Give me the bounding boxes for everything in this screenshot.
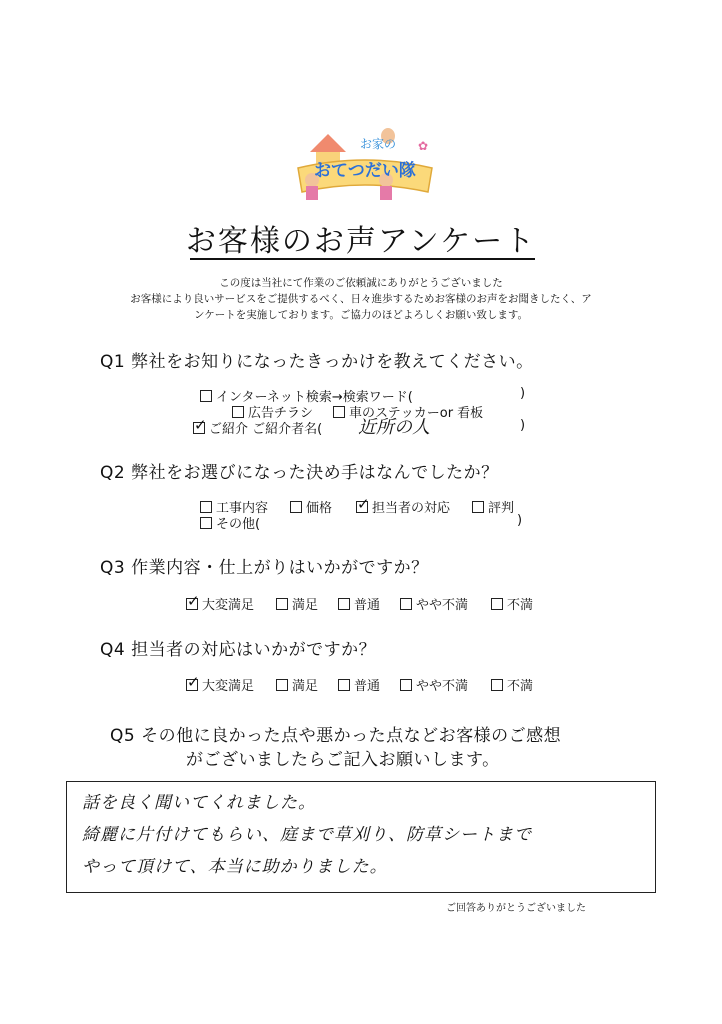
comment-line-1: 話を良く聞いてくれました。	[82, 793, 316, 813]
q3-option-2[interactable]: 普通	[338, 594, 380, 613]
q2-option-price[interactable]: 価格	[290, 497, 332, 516]
checkbox-flyer[interactable]	[232, 406, 244, 418]
q1-option-referral[interactable]: ✓ご紹介 ご紹介者名(	[193, 418, 322, 437]
q2-option-staff[interactable]: ✓ 担当者の対応	[356, 497, 450, 516]
svg-text:お家の: お家の	[360, 137, 397, 151]
q1-question: Q1 弊社をお知りになったきっかけを教えてください。	[100, 352, 534, 372]
checkbox-staff-checked[interactable]	[356, 501, 368, 513]
checkbox-q3-satisfied[interactable]	[276, 598, 288, 610]
checkbox-q3-somewhat-dissatisfied[interactable]	[400, 598, 412, 610]
checkbox-q3-dissatisfied[interactable]	[491, 598, 503, 610]
q2-option-reputation[interactable]: 評判	[472, 497, 514, 516]
title-underline	[190, 258, 535, 260]
thanks-footer: ご回答ありがとうございました	[446, 903, 586, 914]
q1-referral-close: )	[520, 418, 526, 433]
checkbox-referral-checked[interactable]	[193, 422, 205, 434]
q1-option-flyer[interactable]: 広告チラシ	[232, 402, 313, 421]
checkbox-internet[interactable]	[200, 390, 212, 402]
checkbox-q4-very-satisfied-checked[interactable]	[186, 679, 198, 691]
q3-option-4[interactable]: 不満	[491, 594, 533, 613]
svg-text:おてつだい隊: おてつだい隊	[314, 161, 416, 181]
checkbox-q3-very-satisfied-checked[interactable]	[186, 598, 198, 610]
q2-question: Q2 弊社をお選びになった決め手はなんでしたか？	[100, 463, 499, 483]
q5-question-line-1: Q5 その他に良かった点や悪かった点などお客様のご感想	[110, 726, 562, 746]
intro-line-1: この度は当社にて作業のご依頼誠にありがとうございました	[219, 277, 503, 289]
q3-question: Q3 作業内容・仕上がりはいかがですか？	[100, 558, 429, 578]
referral-name-handwritten: 近所の人	[358, 417, 430, 438]
checkbox-work[interactable]	[200, 501, 212, 513]
checkbox-q3-normal[interactable]	[338, 598, 350, 610]
checkbox-q4-dissatisfied[interactable]	[491, 679, 503, 691]
company-logo	[290, 122, 440, 202]
comment-line-3: やって頂けて、本当に助かりました。	[82, 857, 388, 877]
q3-option-3[interactable]: やや不満	[400, 594, 468, 613]
page-title: お客様のお声アンケート	[185, 224, 537, 259]
q2-option-work[interactable]: 工事内容	[200, 497, 268, 516]
q4-option-4[interactable]: 不満	[491, 675, 533, 694]
q1-option-internet[interactable]: インターネット検索→検索ワード(	[200, 386, 413, 405]
q3-option-1[interactable]: 満足	[276, 594, 318, 613]
q3-option-0[interactable]: ✓大変満足	[186, 594, 254, 613]
checkbox-reputation[interactable]	[472, 501, 484, 513]
checkbox-sticker[interactable]	[333, 406, 345, 418]
q1-option-sticker[interactable]: 車のステッカーor 看板	[333, 402, 483, 421]
q4-option-1[interactable]: 満足	[276, 675, 318, 694]
comment-line-2: 綺麗に片付けてもらい、庭まで草刈り、防草シートまで	[82, 825, 532, 845]
q4-option-2[interactable]: 普通	[338, 675, 380, 694]
checkbox-price[interactable]	[290, 501, 302, 513]
q4-option-3[interactable]: やや不満	[400, 675, 468, 694]
q4-option-0[interactable]: ✓大変満足	[186, 675, 254, 694]
checkbox-q4-satisfied[interactable]	[276, 679, 288, 691]
q5-question-line-2: がございましたらご記入お願いします。	[186, 750, 500, 770]
svg-text:✿: ✿	[418, 139, 429, 153]
q4-question: Q4 担当者の対応はいかがですか？	[100, 640, 377, 660]
checkbox-other[interactable]	[200, 517, 212, 529]
intro-line-2: お客様により良いサービスをご提供するべく、日々進歩するためお客様のお声をお聞きしたく、ア	[130, 293, 592, 305]
checkbox-q4-normal[interactable]	[338, 679, 350, 691]
q2-other-close: )	[517, 513, 523, 528]
q1-internet-close: )	[520, 386, 526, 401]
checkbox-q4-somewhat-dissatisfied[interactable]	[400, 679, 412, 691]
q2-option-other[interactable]: その他(	[200, 513, 260, 532]
intro-line-3: ンケートを実施しております。ご協力のほどよろしくお願い致します。	[193, 309, 529, 321]
